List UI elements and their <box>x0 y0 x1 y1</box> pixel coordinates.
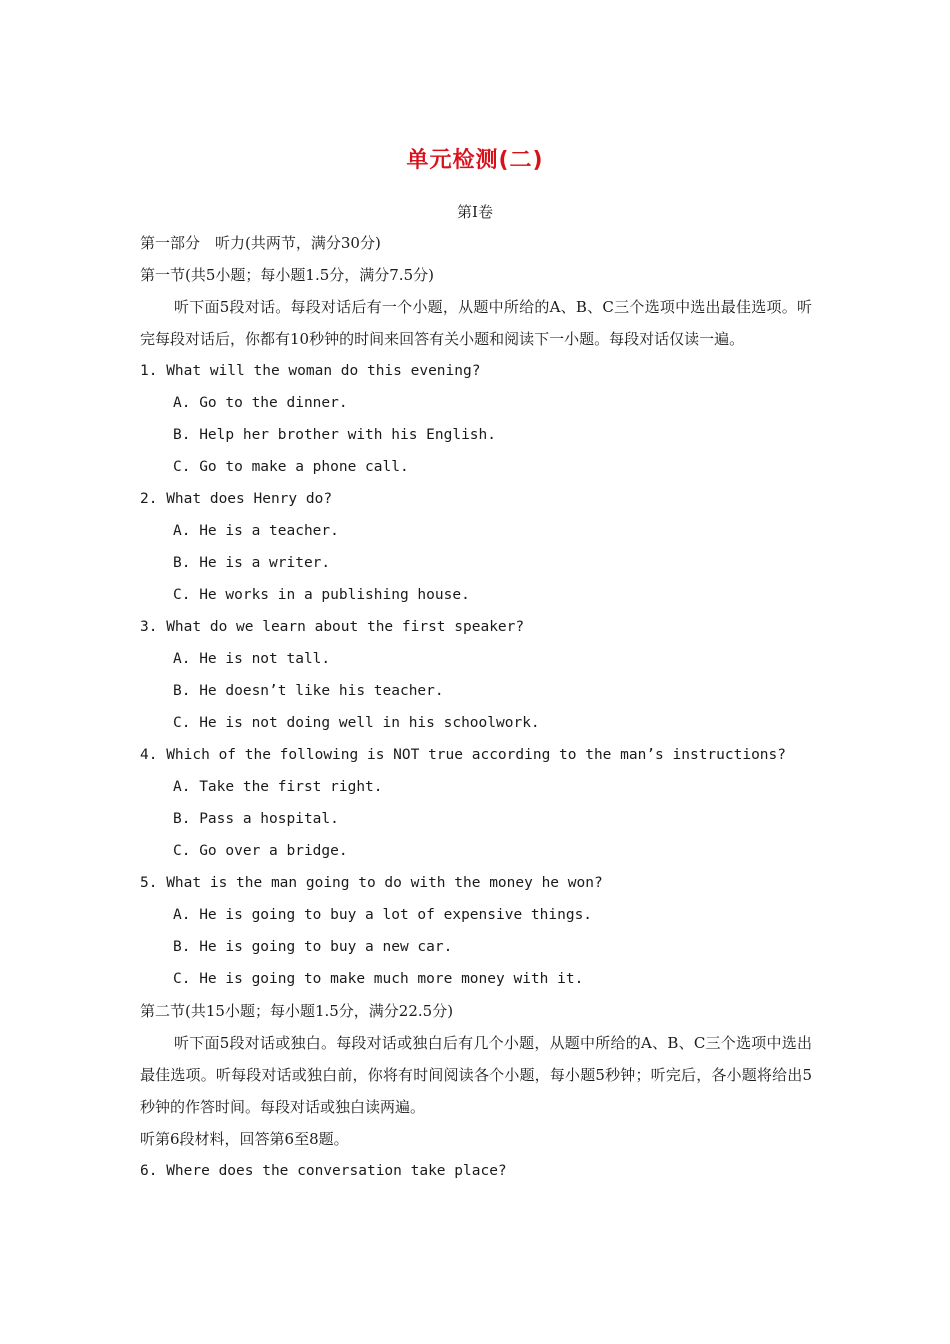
part-heading: 第一部分 听力(共两节，满分30分) <box>140 234 381 252</box>
option-c: C. Go over a bridge. <box>173 843 348 859</box>
option-a: A. He is a teacher. <box>173 523 339 539</box>
section-instructions: 听下面5段对话或独白。每段对话或独白后有几个小题，从题中所给的A、B、C三个选项中选出最佳选项。听每段对话或独白前，你将有时间阅读各个小题，每小题5秒钟；听完后，各小题将给出5秒钟的作答时间。每段对话或独白读两遍。 <box>140 1034 812 1116</box>
option-a: A. He is not tall. <box>173 651 331 667</box>
question: 1. What will the woman do this evening? <box>140 363 481 379</box>
option-c: C. He is going to make much more money with it. <box>173 971 584 987</box>
section-heading: 第一节(共5小题；每小题1.5分，满分7.5分) <box>140 266 434 284</box>
option-a: A. Take the first right. <box>173 779 383 795</box>
question: 3. What do we learn about the first speaker? <box>140 619 525 635</box>
question: 2. What does Henry do? <box>140 491 333 507</box>
option-b: B. Help her brother with his English. <box>173 427 497 443</box>
section-instructions: 听下面5段对话。每段对话后有一个小题，从题中所给的A、B、C三个选项中选出最佳选项。听完每段对话后，你都有10秒钟的时间来回答有关小题和阅读下一小题。每段对话仅读一遍。 <box>140 298 812 348</box>
option-b: B. He is going to buy a new car. <box>173 939 453 955</box>
option-b: B. He is a writer. <box>173 555 331 571</box>
section-heading: 第二节(共15小题；每小题1.5分，满分22.5分) <box>140 1002 454 1020</box>
option-a: A. Go to the dinner. <box>173 395 348 411</box>
option-c: C. Go to make a phone call. <box>173 459 409 475</box>
page-title: 单元检测(二) <box>406 148 544 173</box>
question: 4. Which of the following is NOT true according to the man’s instructions? <box>140 747 787 763</box>
option-b: B. He doesn’t like his teacher. <box>173 683 444 699</box>
volume-heading: 第Ⅰ卷 <box>457 203 493 221</box>
material-note: 听第6段材料，回答第6至8题。 <box>140 1130 349 1148</box>
question: 5. What is the man going to do with the money he won? <box>140 875 603 891</box>
option-b: B. Pass a hospital. <box>173 811 339 827</box>
question: 6. Where does the conversation take place? <box>140 1163 507 1179</box>
document-body <box>140 227 812 1187</box>
option-c: C. He works in a publishing house. <box>173 587 470 603</box>
option-a: A. He is going to buy a lot of expensive things. <box>173 907 593 923</box>
option-c: C. He is not doing well in his schoolwork. <box>173 715 540 731</box>
